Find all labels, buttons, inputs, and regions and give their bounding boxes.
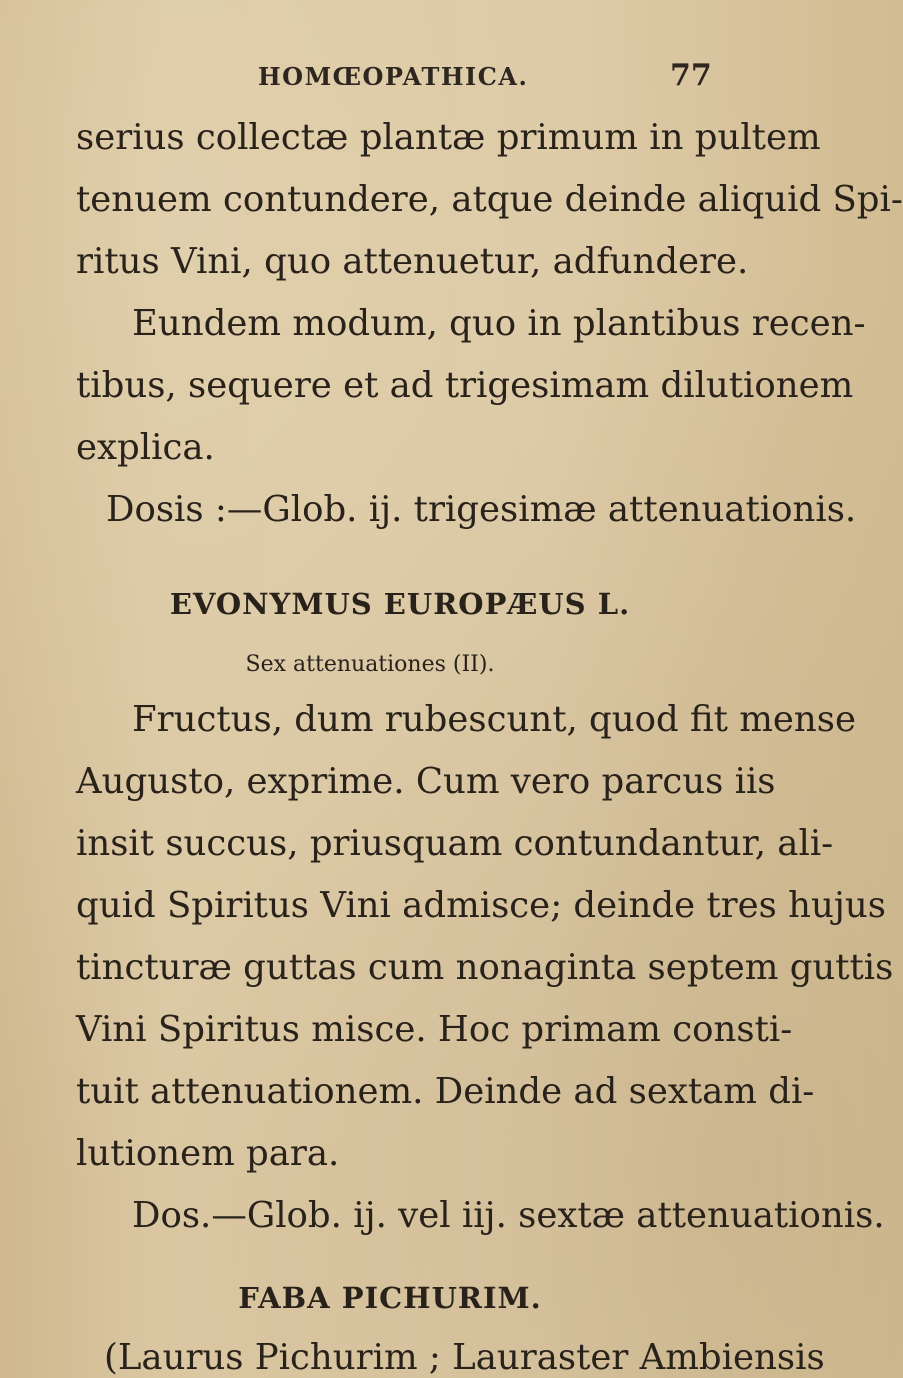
text-line: insit succus, priusquam contundantur, ali- (76, 823, 834, 864)
section-heading: EVONYMUS EUROPÆUS L. (169, 587, 631, 621)
page-header (0, 58, 800, 102)
text-line: Fructus, dum rubescunt, quod fit mense (132, 699, 856, 740)
page-number: 77 (670, 58, 712, 93)
running-title: HOMŒOPATHICA. (258, 62, 529, 91)
dosage-line: Dosis :—Glob. ij. trigesimæ attenuationis. (106, 489, 857, 530)
section-heading: FABA PICHURIM. (238, 1281, 542, 1315)
text-line: Vini Spiritus misce. Hoc primam consti- (76, 1009, 793, 1050)
text-line: explica. (76, 427, 215, 468)
text-line: tibus, sequere et ad trigesimam dilutionem (76, 365, 854, 406)
text-line: Eundem modum, quo in plantibus recen- (132, 303, 866, 344)
dosage-line: Dos.—Glob. ij. vel iij. sextæ attenuationis. (132, 1195, 885, 1236)
text-line: tincturæ guttas cum nonaginta septem guttis (76, 947, 894, 988)
text-line: lutionem para. (76, 1133, 340, 1174)
text-line: tuit attenuationem. Deinde ad sextam di- (76, 1071, 815, 1112)
text-line: tenuem contundere, atque deinde aliquid Spi- (76, 179, 903, 220)
section-subheading: Sex attenuationes (II). (245, 652, 495, 677)
synonym-line: (Laurus Pichurim ; Lauraster Ambiensis (104, 1337, 825, 1378)
text-line: Augusto, exprime. Cum vero parcus iis (76, 761, 776, 802)
text-line: ritus Vini, quo attenuetur, adfundere. (76, 241, 749, 282)
text-line: quid Spiritus Vini admisce; deinde tres hujus (76, 885, 886, 926)
text-line: serius collectæ plantæ primum in pultem (76, 117, 821, 158)
